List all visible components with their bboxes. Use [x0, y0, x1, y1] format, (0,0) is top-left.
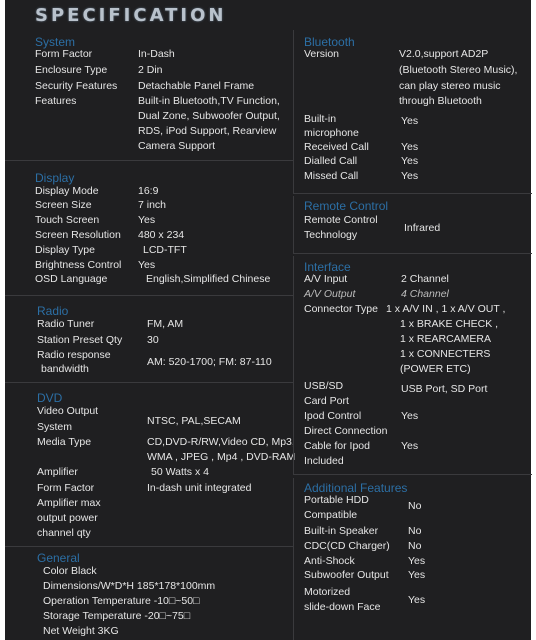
spec-label: Portable HDD [304, 494, 369, 506]
spec-value: No [408, 540, 422, 552]
section-display [5, 167, 293, 296]
spec-value: 2 Din [138, 64, 163, 76]
spec-value: In-dash unit integrated [147, 482, 252, 494]
spec-value: No [408, 500, 422, 512]
spec-label: OSD Language [35, 273, 108, 285]
spec-label: Radio response [37, 349, 111, 361]
spec-value: Yes [401, 155, 419, 167]
section-system [5, 30, 293, 161]
spec-value: Dual Zone, Subwoofer Output, [138, 110, 280, 122]
spec-value: WMA , JPEG , Mp4 , DVD-RAM [147, 451, 296, 463]
spec-value: Yes [408, 594, 426, 606]
spec-label: CDC(CD Charger) [304, 540, 390, 552]
spec-label: Missed Call [304, 170, 359, 182]
spec-value: Yes [408, 569, 426, 581]
spec-value: 16:9 [138, 185, 159, 197]
spec-label: A/V Input [304, 273, 348, 285]
spec-label: Video Output [37, 405, 99, 417]
spec-label: Storage Temperature -20□~75□ [43, 610, 191, 622]
spec-value: 480 x 234 [138, 229, 185, 241]
spec-label: Features [35, 95, 77, 107]
spec-label: Version [304, 48, 340, 60]
spec-value: Yes [138, 259, 156, 271]
spec-label: Technology [304, 229, 358, 241]
spec-label: System [37, 421, 73, 433]
spec-value: V2.0,support AD2P [399, 48, 489, 60]
spec-label: Remote Control [304, 214, 378, 226]
spec-label: A/V Output [304, 288, 356, 300]
spec-label: Received Call [304, 141, 369, 153]
section-interface [293, 256, 532, 475]
spec-label: Amplifier [37, 466, 78, 478]
spec-value: Yes [401, 115, 419, 127]
spec-label: Brightness Control [35, 259, 122, 271]
section-dvd [5, 388, 296, 547]
spec-value: 7 inch [138, 199, 167, 211]
spec-label: Radio Tuner [37, 318, 95, 330]
spec-label: Cable for Ipod [304, 440, 370, 452]
spec-value: 1 x CONNECTERS [400, 348, 491, 360]
spec-label: Screen Size [35, 199, 92, 211]
spec-label: Color Black [43, 565, 97, 577]
spec-value: FM, AM [147, 318, 184, 330]
spec-value: CD,DVD-R/RW,Video CD, Mp3, [147, 436, 295, 448]
spec-value: (Bluetooth Stereo Music), [399, 64, 518, 76]
spec-value: USB Port, SD Port [401, 383, 488, 395]
spec-label: USB/SD [304, 380, 344, 392]
spec-label: Operation Temperature -10□~50□ [43, 595, 200, 607]
spec-label: Media Type [37, 436, 92, 448]
section-title: General [37, 551, 80, 565]
section-title: System [35, 35, 76, 49]
spec-label: Amplifier max [37, 497, 101, 509]
spec-label: Included [304, 455, 344, 467]
spec-label: Dimensions/W*D*H 185*178*100mm [43, 580, 216, 592]
section-title: Bluetooth [304, 35, 355, 49]
spec-value: 30 [147, 334, 159, 346]
spec-label: Touch Screen [35, 214, 100, 226]
spec-value: 4 Channel [401, 288, 449, 300]
spec-label: microphone [304, 127, 359, 139]
section-additional-features [293, 478, 532, 640]
spec-value: LCD-TFT [143, 244, 187, 256]
spec-label: Ipod Control [304, 410, 362, 422]
spec-value: NTSC, PAL,SECAM [147, 415, 241, 427]
spec-label: Compatible [304, 509, 358, 521]
section-title: DVD [37, 391, 63, 405]
spec-value: In-Dash [138, 48, 175, 60]
spec-value: can play stereo music [399, 80, 501, 92]
spec-value: Camera Support [138, 140, 216, 152]
spec-label: Direct Connection [304, 425, 388, 437]
spec-label: Net Weight 3KG [43, 625, 119, 637]
spec-value: 1 x REARCAMERA [400, 333, 492, 345]
section-title: Radio [37, 304, 69, 318]
spec-label: Form Factor [35, 48, 93, 60]
spec-value: (POWER ETC) [400, 363, 471, 375]
spec-value: Yes [401, 170, 419, 182]
section-remote-control [293, 196, 532, 254]
spec-label: Card Port [304, 395, 349, 407]
section-general [5, 549, 293, 640]
spec-label: Built-in Speaker [304, 525, 379, 537]
spec-label: Security Features [35, 80, 118, 92]
spec-value: English,Simplified Chinese [146, 273, 271, 285]
spec-value: 1 x A/V IN , 1 x A/V OUT , [386, 303, 506, 315]
spec-value: Yes [401, 141, 419, 153]
spec-value: 2 Channel [401, 273, 449, 285]
section-title: Remote Control [304, 199, 389, 213]
section-title: Additional Features [304, 481, 408, 495]
spec-label: channel qty [37, 527, 91, 539]
spec-label: Display Type [35, 244, 95, 256]
spec-value: Infrared [404, 222, 441, 234]
section-radio [5, 300, 293, 383]
spec-value: Yes [401, 410, 419, 422]
spec-label: Anti-Shock [304, 555, 355, 567]
spec-value: 50 Watts x 4 [151, 466, 209, 478]
spec-value: through Bluetooth [399, 95, 482, 107]
spec-label: Screen Resolution [35, 229, 121, 241]
specification-sheet [5, 0, 531, 640]
spec-value: No [408, 525, 422, 537]
spec-value: Yes [408, 555, 426, 567]
page-title: SPECIFICATION [35, 5, 227, 26]
spec-label: Motorized [304, 586, 351, 598]
spec-label: output power [37, 512, 98, 524]
spec-label: Display Mode [35, 185, 99, 197]
spec-label: slide-down Face [304, 601, 381, 613]
spec-value: Yes [138, 214, 156, 226]
spec-label: bandwidth [41, 363, 89, 375]
spec-label: Subwoofer Output [304, 569, 389, 581]
spec-value: Detachable Panel Frame [138, 80, 255, 92]
spec-value: RDS, iPod Support, Rearview [138, 125, 277, 137]
spec-value: Yes [401, 440, 419, 452]
spec-value: Built-in Bluetooth,TV Function, [138, 95, 280, 107]
spec-label: Form Factor [37, 482, 95, 494]
section-title: Interface [304, 260, 351, 274]
spec-value: 1 x BRAKE CHECK , [400, 318, 499, 330]
spec-label: Station Preset Qty [37, 334, 123, 346]
spec-label: Enclosure Type [35, 64, 108, 76]
spec-label: Built-in [304, 113, 337, 125]
spec-label: Connector Type [304, 303, 378, 315]
section-bluetooth [293, 30, 532, 194]
spec-label: Dialled Call [304, 155, 358, 167]
spec-value: AM: 520-1700; FM: 87-110 [147, 356, 272, 368]
section-title: Display [35, 171, 75, 185]
